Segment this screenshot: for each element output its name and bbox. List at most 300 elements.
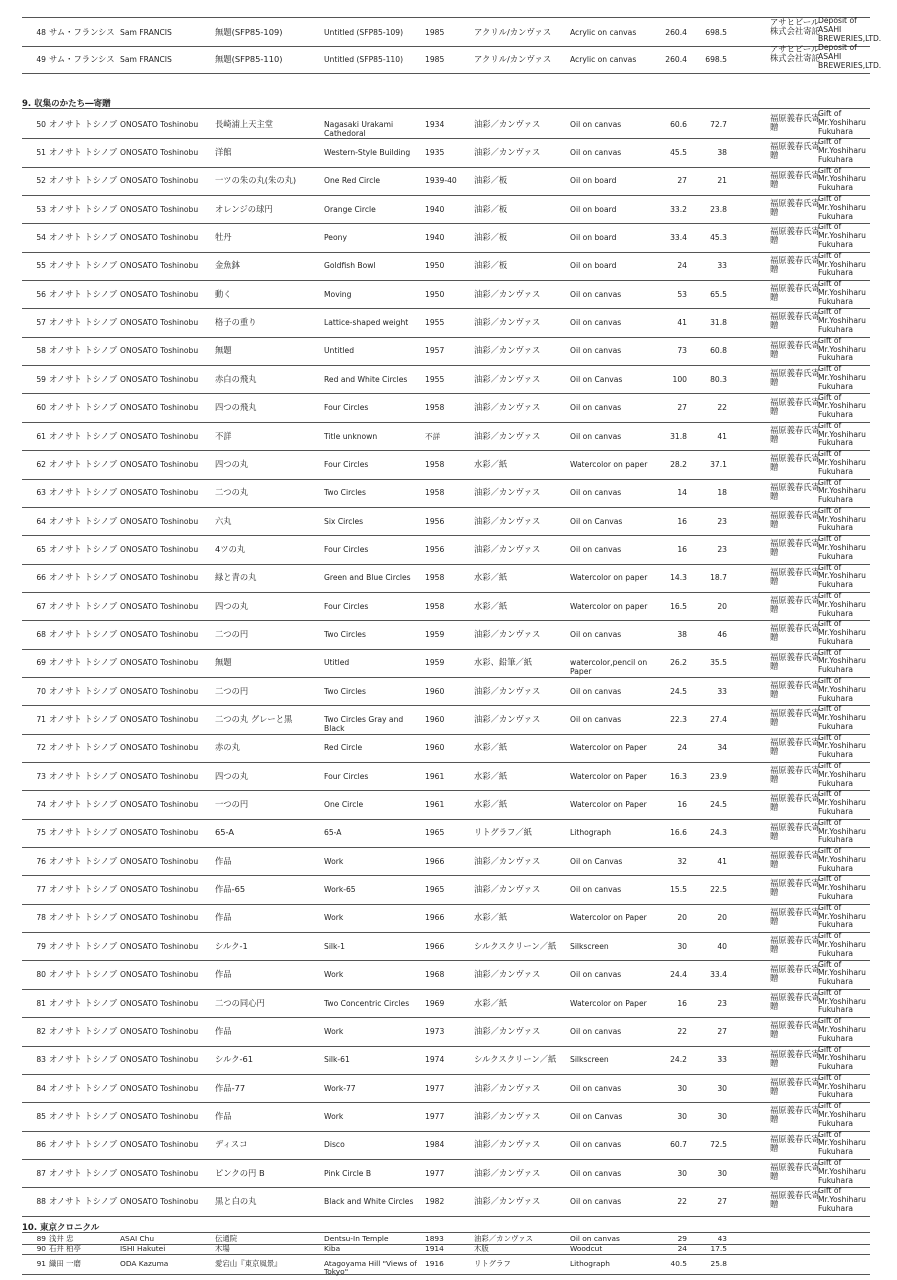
table-row xyxy=(22,762,870,791)
medium-en: Oil on canvas xyxy=(570,544,622,554)
medium-en: Oil on canvas xyxy=(570,715,622,725)
credit-en: Gift of Mr.Yoshiharu Fukuhara xyxy=(818,1044,866,1072)
height-cm: 16 xyxy=(677,516,687,526)
table-row xyxy=(22,932,870,961)
medium-en: Oil on canvas xyxy=(570,629,622,639)
item-number: 87 xyxy=(36,1168,46,1178)
medium-ja: 油彩／カンヴァス xyxy=(474,288,541,299)
credit-ja: 福原義春氏寄贈 xyxy=(770,113,820,132)
item-number: 69 xyxy=(36,658,46,668)
title-en: Western-Style Building xyxy=(324,148,411,158)
height-cm: 33.2 xyxy=(670,204,687,214)
medium-ja: 水彩／紙 xyxy=(474,572,508,583)
artist-name-en: ISHI Hakutei xyxy=(120,1243,166,1253)
artist-name-ja: オノサト トシノブ xyxy=(49,628,118,639)
table-row xyxy=(22,592,870,621)
width-cm: 27.4 xyxy=(710,715,727,725)
artist-name-en: ONOSATO Toshinobu xyxy=(120,516,199,526)
title-ja: 4ツの丸 xyxy=(215,543,246,554)
item-number: 48 xyxy=(36,27,46,37)
medium-en: Oil on board xyxy=(570,233,617,243)
title-ja: 緑と青の丸 xyxy=(215,572,257,583)
table-row xyxy=(22,961,870,990)
item-number: 76 xyxy=(36,856,46,866)
artist-name-en: ONOSATO Toshinobu xyxy=(120,176,199,186)
credit-en: Gift of Mr.Yoshiharu Fukuhara xyxy=(818,789,866,816)
title-ja: 六丸 xyxy=(215,515,232,526)
artist-name-ja: オノサト トシノブ xyxy=(49,714,118,725)
artist-name-ja: オノサト トシノブ xyxy=(49,884,118,895)
title-en: Dentsu-In Temple xyxy=(324,1233,389,1243)
credit-ja: アサヒビール株式会社寄託 xyxy=(770,44,820,63)
width-cm: 23.9 xyxy=(710,771,727,781)
title-en: Atagoyama Hill "Views of Tokyo" xyxy=(324,1258,417,1276)
credit-ja: 福原義春氏寄贈 xyxy=(770,821,820,841)
title-ja: 愛宕山『東京風景』 xyxy=(215,1258,282,1268)
height-cm: 27 xyxy=(677,403,687,413)
credit-en: Gift of Mr.Yoshiharu Fukuhara xyxy=(818,590,866,618)
item-number: 60 xyxy=(36,403,46,413)
credit-ja: 福原義春氏寄贈 xyxy=(770,424,820,444)
artist-name-ja: オノサト トシノブ xyxy=(49,997,118,1008)
title-en: Untitled (SFP85-109) xyxy=(324,27,404,37)
height-cm: 33.4 xyxy=(670,233,687,243)
credit-ja: 福原義春氏寄贈 xyxy=(770,623,820,643)
title-en: Four Circles xyxy=(324,771,369,781)
artist-name-ja: オノサト トシノブ xyxy=(49,685,118,696)
year: 1966 xyxy=(425,913,445,923)
title-en: Silk-1 xyxy=(324,941,346,951)
medium-ja: 油彩／カンヴァス xyxy=(474,1110,541,1121)
artist-name-en: ONOSATO Toshinobu xyxy=(120,686,199,696)
table-row xyxy=(22,677,870,706)
medium-en: Oil on canvas xyxy=(570,1233,620,1243)
credit-en: Gift of Mr.Yoshiharu Fukuhara xyxy=(818,704,866,731)
artist-name-en: Sam FRANCIS xyxy=(120,54,172,64)
medium-ja: 水彩／紙 xyxy=(474,912,508,923)
credit-en: Gift of Mr.Yoshiharu Fukuhara xyxy=(818,1016,866,1043)
medium-ja: 油彩／カンヴァス xyxy=(474,628,541,639)
width-cm: 33.4 xyxy=(710,970,727,980)
medium-ja: リトグラフ xyxy=(474,1258,511,1268)
item-number: 75 xyxy=(36,828,46,838)
artist-name-en: ONOSATO Toshinobu xyxy=(120,459,199,469)
title-ja: 二つの円 xyxy=(215,685,249,696)
artist-name-ja: オノサト トシノブ xyxy=(49,232,118,243)
title-en: Disco xyxy=(324,1140,345,1150)
artist-name-ja: オノサト トシノブ xyxy=(49,487,118,498)
credit-en: Gift of Mr.Yoshiharu Fukuhara xyxy=(818,931,866,958)
medium-en: Oil on Canvas xyxy=(570,1111,623,1121)
width-cm: 72.7 xyxy=(710,119,727,129)
title-ja: 長崎浦上天主堂 xyxy=(215,118,274,129)
medium-ja: 油彩／カンヴァス xyxy=(474,1167,541,1178)
year: 不詳 xyxy=(425,431,441,441)
credit-ja: 福原義春氏寄贈 xyxy=(770,736,820,756)
title-ja: 無題 xyxy=(215,345,232,356)
table-row xyxy=(22,365,870,394)
medium-en: Acrylic on canvas xyxy=(570,54,637,64)
table-row xyxy=(22,649,870,678)
medium-en: Oil on canvas xyxy=(570,1083,622,1093)
medium-en: Lithograph xyxy=(570,1258,610,1268)
title-en: One Circle xyxy=(324,800,364,810)
title-en: Green and Blue Circles xyxy=(324,573,411,583)
credit-ja: 福原義春氏寄贈 xyxy=(770,1161,820,1181)
medium-ja: シルクスクリーン／紙 xyxy=(474,1054,557,1065)
credit-ja: 福原義春氏寄贈 xyxy=(770,963,820,983)
year: 1957 xyxy=(425,346,445,356)
artist-name-en: ONOSATO Toshinobu xyxy=(120,913,199,923)
credit-ja: 福原義春氏寄贈 xyxy=(770,651,820,671)
credit-en: Gift of Mr.Yoshiharu Fukuhara xyxy=(818,902,866,930)
height-cm: 30 xyxy=(677,1111,687,1121)
item-number: 80 xyxy=(36,970,46,980)
title-en: Work xyxy=(324,913,344,923)
item-number: 83 xyxy=(36,1055,46,1065)
title-ja: 無題(SFP85-110) xyxy=(215,53,283,64)
credit-en: Gift of Mr.Yoshiharu Fukuhara xyxy=(818,222,866,249)
credit-en: Gift of Mr.Yoshiharu Fukuhara xyxy=(818,1129,866,1157)
width-cm: 31.8 xyxy=(710,318,727,328)
table-row xyxy=(22,1187,870,1216)
title-ja: 二つの丸 xyxy=(215,487,249,498)
item-number: 59 xyxy=(36,374,46,384)
width-cm: 65.5 xyxy=(710,289,727,299)
credit-ja: 福原義春氏寄贈 xyxy=(770,1105,820,1125)
title-ja: 四つの丸 xyxy=(215,458,249,469)
width-cm: 698.5 xyxy=(705,27,727,37)
title-ja: 作品 xyxy=(215,969,232,980)
title-ja: 動く xyxy=(215,288,232,299)
table-row xyxy=(22,1046,870,1075)
item-number: 51 xyxy=(36,148,46,158)
credit-ja: 福原義春氏寄贈 xyxy=(770,283,820,303)
artist-name-en: ONOSATO Toshinobu xyxy=(120,970,199,980)
width-cm: 41 xyxy=(717,856,727,866)
title-ja: 赤の丸 xyxy=(215,742,240,753)
width-cm: 30 xyxy=(717,1111,727,1121)
title-en: Black and White Circles xyxy=(324,1196,414,1206)
artist-name-ja: 石井 柏亭 xyxy=(49,1243,81,1253)
year: 1961 xyxy=(425,800,445,810)
height-cm: 16.3 xyxy=(670,771,687,781)
medium-en: Watercolor on Paper xyxy=(570,913,647,923)
title-en: Orange Circle xyxy=(324,204,376,214)
title-ja: ピンクの円 B xyxy=(215,1167,265,1178)
item-number: 74 xyxy=(36,800,46,810)
title-ja: 四つの丸 xyxy=(215,600,249,611)
medium-ja: 水彩／紙 xyxy=(474,742,508,753)
credit-en: Gift of Mr.Yoshiharu Fukuhara xyxy=(818,534,866,561)
credit-en: Gift of Mr.Yoshiharu Fukuhara xyxy=(818,335,866,363)
table-row xyxy=(22,16,882,47)
table-row xyxy=(22,620,870,649)
medium-ja: 油彩／カンヴァス xyxy=(474,487,541,498)
medium-en: Oil on canvas xyxy=(570,686,622,696)
artist-name-ja: オノサト トシノブ xyxy=(49,827,118,838)
height-cm: 32 xyxy=(677,856,687,866)
artist-name-en: ONOSATO Toshinobu xyxy=(120,828,199,838)
artist-name-en: ONOSATO Toshinobu xyxy=(120,488,199,498)
table-row xyxy=(22,904,870,933)
width-cm: 20 xyxy=(717,913,727,923)
artist-name-ja: オノサト トシノブ xyxy=(49,912,118,923)
artist-name-en: ONOSATO Toshinobu xyxy=(120,715,199,725)
height-cm: 15.5 xyxy=(670,885,687,895)
title-ja: 一つの円 xyxy=(215,799,249,810)
title-ja: 二つの同心円 xyxy=(215,997,265,1008)
year: 1985 xyxy=(425,54,445,64)
medium-ja: 油彩／カンヴァス xyxy=(474,714,541,725)
title-en: Red Circle xyxy=(324,743,363,753)
width-cm: 25.8 xyxy=(710,1258,727,1268)
title-ja: 黒と白の丸 xyxy=(215,1195,257,1206)
item-number: 56 xyxy=(36,289,46,299)
artist-name-ja: オノサト トシノブ xyxy=(49,402,118,413)
artist-name-ja: オノサト トシノブ xyxy=(49,742,118,753)
item-number: 53 xyxy=(36,204,46,214)
year: 1977 xyxy=(425,1111,445,1121)
medium-ja: 水彩、鉛筆／紙 xyxy=(474,657,533,668)
artist-name-en: ONOSATO Toshinobu xyxy=(120,1083,199,1093)
title-ja: 伝通院 xyxy=(215,1233,238,1243)
artist-name-en: ONOSATO Toshinobu xyxy=(120,856,199,866)
medium-en: Oil on board xyxy=(570,176,617,186)
year: 1939-40 xyxy=(425,176,457,186)
title-en: Two Circles xyxy=(324,629,366,639)
title-en: Moving xyxy=(324,289,352,299)
table-row xyxy=(22,1017,870,1046)
table-row xyxy=(22,450,870,479)
width-cm: 46 xyxy=(717,629,727,639)
height-cm: 24 xyxy=(677,261,687,271)
medium-ja: 油彩／カンヴァス xyxy=(474,373,541,384)
title-ja: 四つの丸 xyxy=(215,770,249,781)
height-cm: 38 xyxy=(677,629,687,639)
artist-name-ja: オノサト トシノブ xyxy=(49,430,118,441)
table-row xyxy=(22,394,870,423)
height-cm: 22 xyxy=(677,1196,687,1206)
width-cm: 37.1 xyxy=(710,459,727,469)
credit-ja: 福原義春氏寄贈 xyxy=(770,1076,820,1096)
medium-en: watercolor,pencil on Paper xyxy=(570,658,648,677)
medium-ja: アクリル/カンヴァス xyxy=(474,26,552,37)
medium-ja: 油彩／カンヴァス xyxy=(474,969,541,980)
year: 1934 xyxy=(425,119,445,129)
item-number: 89 xyxy=(36,1233,46,1243)
item-number: 90 xyxy=(36,1243,46,1253)
item-number: 77 xyxy=(36,885,46,895)
table-row xyxy=(22,819,870,848)
credit-en: Gift of Mr.Yoshiharu Fukuhara xyxy=(818,676,866,703)
credit-ja: 福原義春氏寄贈 xyxy=(770,935,820,955)
medium-en: Acrylic on canvas xyxy=(570,27,637,37)
title-ja: ディスコ xyxy=(215,1139,248,1150)
artist-name-ja: オノサト トシノブ xyxy=(49,799,118,810)
width-cm: 30 xyxy=(717,1168,727,1178)
title-ja: 二つの丸 グレーと黒 xyxy=(215,714,293,725)
title-en: Lattice-shaped weight xyxy=(324,318,409,328)
artist-name-ja: オノサト トシノブ xyxy=(49,855,118,866)
year: 1958 xyxy=(425,573,445,583)
title-en: 65-A xyxy=(324,828,342,838)
credit-en: Gift of Mr.Yoshiharu Fukuhara xyxy=(818,279,866,306)
title-ja: 四つの飛丸 xyxy=(215,402,257,413)
section-divider xyxy=(22,1232,870,1233)
artist-name-ja: オノサト トシノブ xyxy=(49,600,118,611)
credit-ja: 福原義春氏寄贈 xyxy=(770,339,820,359)
artist-name-en: ONOSATO Toshinobu xyxy=(120,431,199,441)
artist-name-en: ONOSATO Toshinobu xyxy=(120,629,199,639)
credit-ja: 福原義春氏寄贈 xyxy=(770,453,820,473)
title-en: Silk-61 xyxy=(324,1055,350,1065)
item-number: 65 xyxy=(36,544,46,554)
title-ja: 作品 xyxy=(215,1110,232,1121)
credit-en: Gift of Mr.Yoshiharu Fukuhara xyxy=(818,647,866,675)
width-cm: 22 xyxy=(717,403,727,413)
medium-en: Oil on canvas xyxy=(570,431,622,441)
medium-en: Silkscreen xyxy=(570,1055,609,1065)
title-ja: 無題(SFP85-109) xyxy=(215,26,283,37)
width-cm: 18.7 xyxy=(710,573,727,583)
artist-name-ja: オノサト トシノブ xyxy=(49,345,118,356)
artist-name-en: ONOSATO Toshinobu xyxy=(120,998,199,1008)
width-cm: 43 xyxy=(717,1233,727,1243)
artist-name-ja: オノサト トシノブ xyxy=(49,1054,118,1065)
credit-en: Gift of Mr.Yoshiharu Fukuhara xyxy=(818,392,866,420)
artist-name-ja: オノサト トシノブ xyxy=(49,770,118,781)
height-cm: 30 xyxy=(677,1168,687,1178)
title-en: Four Circles xyxy=(324,544,369,554)
medium-ja: 油彩／板 xyxy=(474,203,508,214)
table-row xyxy=(22,564,870,593)
credit-en: Gift of Mr.Yoshiharu Fukuhara xyxy=(818,165,866,193)
width-cm: 24.5 xyxy=(710,800,727,810)
medium-en: Watercolor on Paper xyxy=(570,800,647,810)
title-ja: 65-A xyxy=(215,827,235,838)
credit-ja: 福原義春氏寄贈 xyxy=(770,538,820,558)
year: 1950 xyxy=(425,261,445,271)
medium-en: Oil on canvas xyxy=(570,1196,622,1206)
credit-en: Gift of Mr.Yoshiharu Fukuhara xyxy=(818,761,866,788)
year: 1916 xyxy=(425,1258,444,1268)
year: 1977 xyxy=(425,1083,445,1093)
medium-ja: 油彩／カンヴァス xyxy=(474,884,541,895)
credit-ja: 福原義春氏寄贈 xyxy=(770,906,820,926)
credit-en: Gift of Mr.Yoshiharu Fukuhara xyxy=(818,874,866,902)
height-cm: 45.5 xyxy=(670,148,687,158)
title-ja: 不詳 xyxy=(215,430,232,441)
width-cm: 60.8 xyxy=(710,346,727,356)
medium-ja: 油彩／カンヴァス xyxy=(474,402,541,413)
table-row xyxy=(22,790,870,819)
table-row xyxy=(22,1102,870,1131)
item-number: 72 xyxy=(36,743,46,753)
credit-en: Gift of Mr.Yoshiharu Fukuhara xyxy=(818,420,866,448)
credit-ja: 福原義春氏寄贈 xyxy=(770,311,820,331)
title-ja: 二つの円 xyxy=(215,628,249,639)
medium-ja: 油彩／カンヴァス xyxy=(474,1233,534,1243)
medium-en: Watercolor on paper xyxy=(570,601,648,611)
credit-en: Gift of Mr.Yoshiharu Fukuhara xyxy=(818,619,866,646)
table-row xyxy=(22,535,870,564)
artist-name-en: ONOSATO Toshinobu xyxy=(120,573,199,583)
width-cm: 24.3 xyxy=(710,828,727,838)
width-cm: 23 xyxy=(717,998,727,1008)
height-cm: 24.5 xyxy=(670,686,687,696)
credit-en: Gift of Mr.Yoshiharu Fukuhara xyxy=(818,562,866,590)
artist-name-en: ONOSATO Toshinobu xyxy=(120,1055,199,1065)
credit-ja: 福原義春氏寄贈 xyxy=(770,481,820,501)
table-row xyxy=(22,223,870,252)
credit-en: Gift of Mr.Yoshiharu Fukuhara xyxy=(818,364,866,391)
medium-ja: 水彩／紙 xyxy=(474,458,508,469)
artist-name-en: ONOSATO Toshinobu xyxy=(120,318,199,328)
medium-ja: 油彩／板 xyxy=(474,260,508,271)
year: 1959 xyxy=(425,658,445,668)
height-cm: 60.6 xyxy=(670,119,687,129)
year: 1956 xyxy=(425,516,445,526)
artist-name-ja: オノサト トシノブ xyxy=(49,1139,118,1150)
year: 1984 xyxy=(425,1140,445,1150)
medium-ja: 水彩／紙 xyxy=(474,997,508,1008)
medium-en: Oil on canvas xyxy=(570,148,622,158)
height-cm: 29 xyxy=(677,1233,687,1243)
width-cm: 45.3 xyxy=(710,233,727,243)
item-number: 70 xyxy=(36,686,46,696)
title-en: Untitled (SFP85-110) xyxy=(324,54,404,64)
year: 1985 xyxy=(425,27,445,37)
artist-name-ja: オノサト トシノブ xyxy=(49,147,118,158)
title-ja: 一ツの朱の丸(朱の丸) xyxy=(215,175,297,186)
artist-name-en: ONOSATO Toshinobu xyxy=(120,1111,199,1121)
table-row xyxy=(22,705,870,734)
title-ja: 木場 xyxy=(215,1243,230,1253)
artist-name-ja: 浅井 忠 xyxy=(49,1233,74,1243)
credit-ja: 福原義春氏寄贈 xyxy=(770,1133,820,1153)
credit-en: Gift of Mr.Yoshiharu Fukuhara xyxy=(818,137,866,164)
medium-ja: 油彩／カンヴァス xyxy=(474,345,541,356)
title-ja: 格子の重り xyxy=(215,317,257,328)
medium-en: Silkscreen xyxy=(570,941,609,951)
year: 1958 xyxy=(425,403,445,413)
medium-en: Oil on canvas xyxy=(570,289,622,299)
medium-ja: 油彩／カンヴァス xyxy=(474,1082,541,1093)
title-ja: 牡丹 xyxy=(215,232,232,243)
item-number: 73 xyxy=(36,771,46,781)
title-en: Two Circles Gray and Black xyxy=(324,715,404,734)
width-cm: 18 xyxy=(717,488,727,498)
credit-en: Gift of Mr.Yoshiharu Fukuhara xyxy=(818,109,866,136)
credit-ja: 福原義春氏寄贈 xyxy=(770,765,820,785)
height-cm: 260.4 xyxy=(665,27,687,37)
medium-en: Oil on board xyxy=(570,261,617,271)
credit-en: Gift of Mr.Yoshiharu Fukuhara xyxy=(818,846,866,873)
height-cm: 260.4 xyxy=(665,54,687,64)
table-row xyxy=(22,280,870,309)
table-row xyxy=(22,167,870,196)
credit-en: Gift of Mr.Yoshiharu Fukuhara xyxy=(818,449,866,476)
medium-ja: 油彩／カンヴァス xyxy=(474,430,541,441)
item-number: 91 xyxy=(36,1258,46,1268)
medium-en: Oil on Canvas xyxy=(570,516,623,526)
credit-ja: 福原義春氏寄贈 xyxy=(770,850,820,870)
artist-name-ja: オノサト トシノブ xyxy=(49,1167,118,1178)
height-cm: 53 xyxy=(677,289,687,299)
medium-en: Watercolor on paper xyxy=(570,459,648,469)
item-number: 58 xyxy=(36,346,46,356)
